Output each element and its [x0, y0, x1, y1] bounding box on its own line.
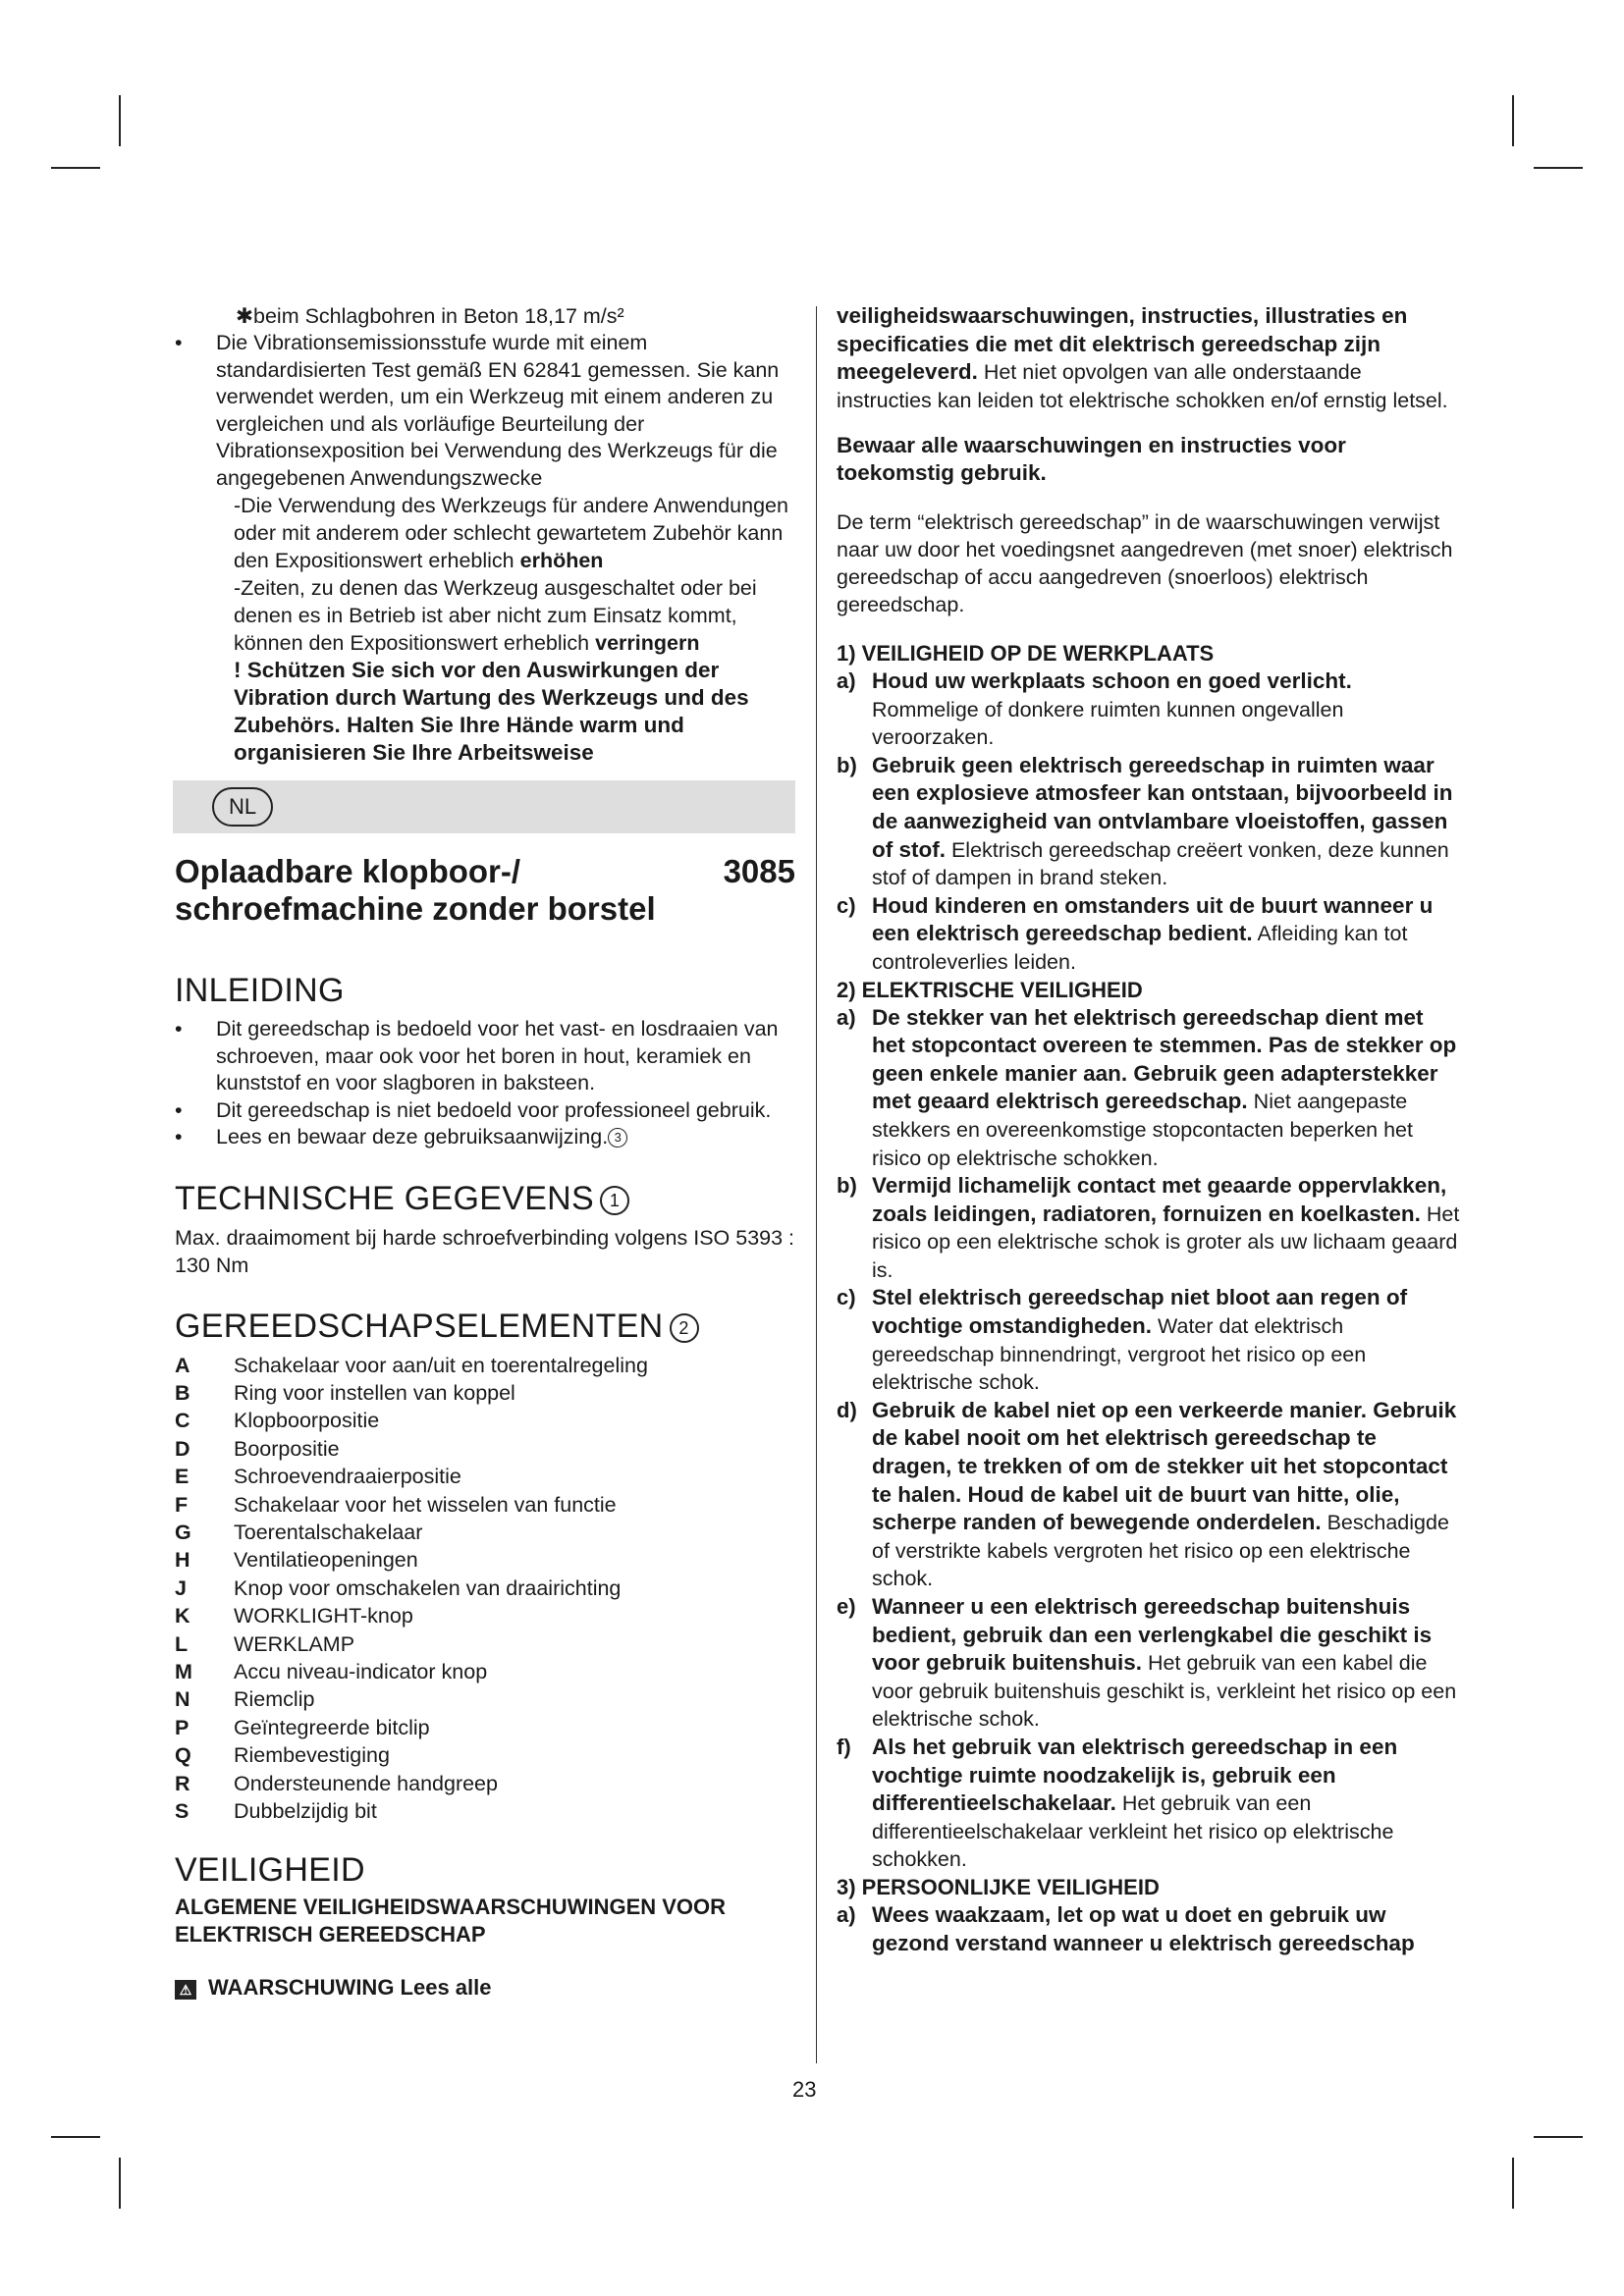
list-item	[175, 1379, 795, 1407]
section-2e	[837, 1593, 1461, 1734]
section-2c	[837, 1284, 1461, 1396]
part-key: L	[175, 1631, 189, 1656]
list-item	[175, 1797, 795, 1825]
list-item	[175, 1519, 795, 1546]
item-bold: Stel elektrisch gereedschap niet bloot aan regen of vochtige omstandigheden.	[872, 1285, 1408, 1339]
item-label: a)	[837, 1004, 856, 1030]
part-key: F	[175, 1492, 189, 1517]
item-label: a)	[837, 668, 856, 693]
part-key: M	[175, 1659, 192, 1683]
intro-bullet-2: • Dit gereedschap is niet bedoeld voor professioneel gebruik.	[175, 1097, 772, 1122]
section-2a	[837, 1004, 1461, 1173]
column-divider	[816, 306, 817, 2063]
item-label: d)	[837, 1397, 857, 1422]
heading-parts	[175, 1307, 795, 1346]
part-label: Ring voor instellen van koppel	[234, 1380, 515, 1405]
crop-mark	[51, 167, 100, 169]
section-1a	[837, 667, 1461, 752]
figure-ref-2: 2	[670, 1313, 699, 1343]
item-bold: Gebruik geen elektrisch gereedschap in ruimten waar een explosieve atmosfeer kan ontstaan, bijvoorbeeld in de aanwezigheid van ontvlambare vloeistoffen, gassen of stof.	[872, 752, 1453, 862]
warning-triangle-icon: ⚠	[175, 1980, 196, 2000]
part-key: E	[175, 1465, 189, 1489]
product-title-line2: schroefmachine zonder borstel	[175, 890, 656, 927]
list-item	[175, 1491, 795, 1519]
section-3-heading: 3) PERSOONLIJKE VEILIGHEID	[837, 1874, 1160, 1899]
item-bold: Vermijd lichamelijk contact met geaarde oppervlakken, zoals leidingen, radiatoren, fornuizen en koelkasten.	[872, 1173, 1447, 1226]
crop-mark	[119, 95, 121, 146]
item-bold: Gebruik de kabel niet op een verkeerde manier. Gebruik de kabel nooit om het elektrisch gereedschap te dragen, te trekken of om de stekker uit het stopcontact te halen. Houd de kabel uit de buurt van hitte, olie, scherpe randen of bewegende onderdelen.	[872, 1397, 1457, 1535]
intro-bullet-1: • Dit gereedschap is bedoeld voor het vast- en losdraaien van schroeven, maar ook voor het boren in hout, keramiek en kunststof en voor slagboren in baksteen.	[175, 1017, 779, 1095]
item-text: Het gebruik van een differentieelschakelaar verkleint het risico op elektrische schokken.	[872, 1791, 1394, 1872]
vibration-bullet-text: Die Vibrationsemissionsstufe wurde mit einem standardisierten Test gemäß EN 62841 gemessen. Sie kann verwendet werden, um ein Werkzeug mit einem anderen zu vergleichen und als vorläufige Beurteilung der Vibrationsexposition bei Verwendung des Werkzeugs für die angegebenen Anwendungszwecke	[216, 331, 780, 490]
figure-ref-3: 3	[608, 1128, 627, 1148]
part-key: B	[175, 1380, 190, 1405]
section-2b	[837, 1172, 1461, 1284]
section-2d	[837, 1397, 1461, 1593]
item-bold: Houd kinderen en omstanders uit de buurt wanneer u een elektrisch gereedschap bedient.	[872, 892, 1434, 946]
section-3a	[837, 1901, 1461, 1957]
part-label: Toerentalschakelaar	[234, 1520, 423, 1544]
warning-line-text: WAARSCHUWING Lees alle	[208, 1975, 492, 2001]
section-2f	[837, 1734, 1461, 1874]
parts-list	[175, 1352, 795, 1826]
item-text: Het gebruik van een kabel die voor gebruik buitenshuis geschikt is, verkleint het risico op een elektrische schok.	[872, 1651, 1457, 1732]
part-key: N	[175, 1687, 190, 1712]
item-bold: Houd uw werkplaats schoon en goed verlicht.	[872, 668, 1352, 693]
part-label: Schakelaar voor aan/uit en toerentalregeling	[234, 1353, 648, 1377]
list-item	[175, 1407, 795, 1434]
part-key: P	[175, 1715, 189, 1739]
item-bold: Als het gebruik van elektrisch gereedschap in een vochtige ruimte noodzakelijk is, gebruik een differentieelschakelaar.	[872, 1734, 1398, 1816]
list-item	[175, 1435, 795, 1463]
heading-safety: VEILIGHEID	[175, 1851, 365, 1890]
item-bold: De stekker van het elektrisch gereedschap dient met het stopcontact overeen te stemmen. Pas de stekker op geen enkele manier aan. Gebruik geen adapterstekker met geaard elektrisch gereedschap.	[872, 1004, 1457, 1114]
part-label: Boorpositie	[234, 1436, 340, 1461]
part-label: Ventilatieopeningen	[234, 1548, 418, 1573]
figure-ref-1: 1	[600, 1186, 629, 1215]
crop-mark	[1512, 95, 1514, 146]
vibration-sub1-text: -Die Verwendung des Werkzeugs für andere Anwendungen oder mit anderem oder schlecht gewartetem Zubehör kann den Expositionswert erheblich	[234, 494, 788, 572]
part-label: Dubbelzijdig bit	[234, 1799, 377, 1823]
product-title	[175, 853, 795, 928]
item-text: Rommelige of donkere ruimten kunnen ongevallen veroorzaken.	[872, 697, 1344, 750]
section-1-heading: 1) VEILIGHEID OP DE WERKPLAATS	[837, 641, 1215, 666]
intro-bullet-3: • Lees en bewaar deze gebruiksaanwijzing. 3	[175, 1124, 795, 1151]
list-item	[175, 1602, 795, 1629]
list-item	[175, 1575, 795, 1602]
list-item	[175, 1714, 795, 1741]
item-text: Afleiding kan tot controleverlies leiden.	[872, 922, 1408, 974]
part-key: C	[175, 1409, 190, 1433]
item-text: Elektrisch gereedschap creëert vonken, deze kunnen stof of dampen in brand steken.	[872, 837, 1449, 890]
intro-paragraph	[837, 302, 1461, 414]
item-bold: Wanneer u een elektrisch gereedschap buitenshuis bedient, gebruik dan een verlengkabel die geschikt is voor gebruik buitenshuis.	[872, 1594, 1433, 1676]
list-item	[175, 1546, 795, 1574]
list-item	[175, 1741, 795, 1769]
crop-mark	[1534, 167, 1583, 169]
safety-subheading: ALGEMENE VEILIGHEIDSWAARSCHUWINGEN VOOR ELEKTRISCH GEREEDSCHAP	[175, 1895, 727, 1948]
item-label: e)	[837, 1594, 856, 1619]
part-label: Ondersteunende handgreep	[234, 1771, 498, 1795]
section-2-heading: 2) ELEKTRISCHE VEILIGHEID	[837, 977, 1143, 1002]
item-label: a)	[837, 1901, 856, 1927]
part-key: S	[175, 1799, 189, 1823]
part-key: G	[175, 1520, 191, 1544]
part-key: D	[175, 1436, 190, 1461]
part-key: K	[175, 1604, 190, 1629]
crop-mark	[1512, 2158, 1514, 2209]
intro-paragraph-bold: veiligheidswaarschuwingen, instructies, illustraties en specificaties die met dit elektrisch gereedschap zijn meegeleverd.	[837, 303, 1408, 384]
heading-parts-text: GEREEDSCHAPSELEMENTEN	[175, 1307, 664, 1345]
item-label: b)	[837, 1173, 857, 1199]
part-label: Riemclip	[234, 1687, 315, 1712]
section-1c	[837, 892, 1461, 977]
item-label: c)	[837, 1285, 856, 1310]
part-key: J	[175, 1575, 187, 1600]
part-key: H	[175, 1548, 190, 1573]
right-column	[837, 302, 1461, 1957]
list-item	[175, 1658, 795, 1685]
keep-instructions: Bewaar alle waarschuwingen en instructies voor toekomstig gebruik.	[837, 433, 1346, 485]
list-item	[175, 1352, 795, 1379]
list-item	[175, 1630, 795, 1658]
item-text: Water dat elektrisch gereedschap binnendringt, vergroot het risico op een elektrische schok.	[872, 1314, 1367, 1395]
vibration-value: ✱beim Schlagbohren in Beton 18,17 m/s²	[236, 304, 624, 328]
vibration-sub2-text: -Zeiten, zu denen das Werkzeug ausgeschaltet oder bei denen es in Betrieb ist aber nicht zum Einsatz kommt, können den Expositionswert erheblich	[234, 576, 757, 655]
part-label: Schakelaar voor het wisselen van functie	[234, 1492, 617, 1517]
vibration-sub2	[175, 574, 795, 657]
item-label: c)	[837, 892, 856, 918]
language-bar	[173, 780, 795, 833]
intro-paragraph-text: Het niet opvolgen van alle onderstaande instructies kan leiden tot elektrische schokken en/of ernstig letsel.	[837, 360, 1448, 412]
intro-bullet-2-text: Dit gereedschap is niet bedoeld voor professioneel gebruik.	[216, 1097, 772, 1122]
item-label: f)	[837, 1734, 851, 1759]
list-item	[175, 1685, 795, 1713]
vibration-sub1-bold: erhöhen	[519, 549, 604, 572]
left-column	[175, 302, 795, 2002]
item-text: Het risico op een elektrische schok is groter als uw lichaam geaard is.	[872, 1201, 1460, 1282]
part-key: Q	[175, 1743, 191, 1768]
part-label: Accu niveau-indicator knop	[234, 1659, 488, 1683]
part-key: A	[175, 1353, 190, 1377]
part-label: WORKLIGHT-knop	[234, 1604, 413, 1629]
crop-mark	[1534, 2136, 1583, 2138]
part-label: Geïntegreerde bitclip	[234, 1715, 430, 1739]
part-label: Klopboorpositie	[234, 1409, 380, 1433]
vibration-sub2-bold: verringern	[595, 631, 700, 655]
part-label: Schroevendraaierpositie	[234, 1465, 461, 1489]
section-1b	[837, 752, 1461, 892]
crop-mark	[51, 2136, 100, 2138]
crop-mark	[119, 2158, 121, 2209]
term-definition: De term “elektrisch gereedschap” in de waarschuwingen verwijst naar uw door het voedingsnet aangedreven (met snoer) elektrisch gereedschap of accu aangedreven (snoerloos) elektrisch gereedschap.	[837, 510, 1453, 616]
heading-tech-text: TECHNISCHE GEGEVENS	[175, 1179, 594, 1217]
vibration-sub1	[175, 492, 795, 574]
part-label: Knop voor omschakelen van draairichting	[234, 1575, 622, 1600]
tech-text: Max. draaimoment bij harde schroefverbinding volgens ISO 5393 : 130 Nm	[175, 1225, 795, 1277]
warning-line	[175, 1974, 795, 2002]
language-badge: NL	[212, 787, 273, 827]
part-label: WERKLAMP	[234, 1631, 355, 1656]
product-title-line1: Oplaadbare klopboor-/	[175, 853, 521, 889]
vibration-warning: ! Schützen Sie sich vor den Auswirkungen der Vibration durch Wartung des Werkzeugs und des Zubehörs. Halten Sie Ihre Hände warm und organisieren Sie Ihre Arbeitsweise	[234, 658, 749, 765]
part-label: Riembevestiging	[234, 1743, 390, 1768]
page-number: 23	[792, 2077, 817, 2102]
vibration-bullet: • Die Vibrationsemissionsstufe wurde mit einem standardisierten Test gemäß EN 62841 gemessen. Sie kann verwendet werden, um ein Werkzeug mit einem anderen zu vergleichen und als vorläufige Beurteilung der Vibrationsexposition bei Verwendung des Werkzeugs für die angegebenen Anwendungszwecke	[175, 331, 780, 490]
item-text: Niet aangepaste stekkers en overeenkomstige stopcontacten beperken het risico op elektrische schokken.	[872, 1090, 1413, 1170]
item-bold: Wees waakzaam, let op wat u doet en gebruik uw gezond verstand wanneer u elektrisch gereedschap	[872, 1901, 1415, 1955]
model-number: 3085	[723, 853, 795, 889]
part-key: R	[175, 1771, 190, 1795]
list-item	[175, 1770, 795, 1797]
list-item	[175, 1463, 795, 1490]
item-text: Beschadigde of verstrikte kabels vergroten het risico op een elektrische schok.	[872, 1511, 1449, 1591]
intro-bullet-3-text: Lees en bewaar deze gebruiksaanwijzing.	[216, 1125, 609, 1148]
item-label: b)	[837, 752, 857, 777]
heading-tech	[175, 1179, 795, 1218]
heading-intro: INLEIDING	[175, 972, 345, 1009]
intro-bullet-1-text: Dit gereedschap is bedoeld voor het vast- en losdraaien van schroeven, maar ook voor het boren in hout, keramiek en kunststof en voor slagboren in baksteen.	[216, 1017, 779, 1095]
